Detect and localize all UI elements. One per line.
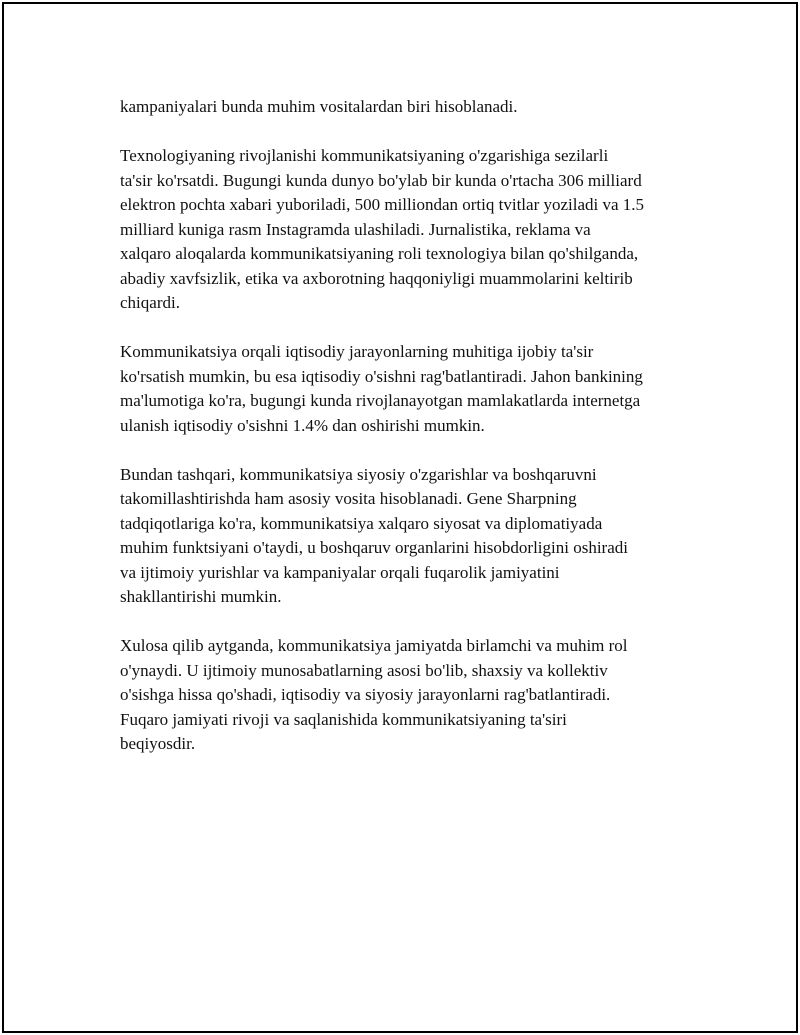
text-line: shakllantirishi mumkin. xyxy=(120,587,282,606)
text-line: elektron pochta xabari yuboriladi, 500 milliondan ortiq tvitlar yoziladi va 1.5 xyxy=(120,195,645,214)
text-line: va ijtimoiy yurishlar va kampaniyalar orqali fuqarolik jamiyatini xyxy=(120,562,560,582)
paragraph-1 xyxy=(120,95,720,120)
text-line: tadqiqotlariga ko'ra, kommunikatsiya xalqaro siyosat va diplomatiyada xyxy=(120,513,603,533)
paragraph-3 xyxy=(120,340,720,438)
text-line: o'sishga hissa qo'shadi, iqtisodiy va siyosiy jarayonlarni rag'batlantiradi. xyxy=(120,685,611,704)
text-line: ko'rsatish mumkin, bu esa iqtisodiy o'sishni rag'batlantiradi. Jahon bankining xyxy=(120,366,643,386)
paragraph-5 xyxy=(120,634,720,757)
document-body xyxy=(120,95,720,781)
text-line: ma'lumotiga ko'ra, bugungi kunda rivojlanayotgan mamlakatlarda internetga xyxy=(120,391,641,410)
paragraph-2 xyxy=(120,144,720,316)
text-line: Xulosa qilib aytganda, kommunikatsiya jamiyatda birlamchi va muhim rol xyxy=(120,636,628,655)
text-line: beqiyosdir. xyxy=(120,734,196,753)
text-line: kampaniyalari bunda muhim vositalardan biri hisoblanadi. xyxy=(120,97,518,116)
document-page xyxy=(2,2,798,1033)
text-line: Fuqaro jamiyati rivoji va saqlanishida kommunikatsiyaning ta'siri xyxy=(120,709,567,729)
text-line: Bundan tashqari, kommunikatsiya siyosiy o'zgarishlar va boshqaruvni xyxy=(120,464,597,484)
text-line: abadiy xavfsizlik, etika va axborotning haqqoniyligi muammolarini keltirib xyxy=(120,268,633,288)
text-line: ta'sir ko'rsatdi. Bugungi kunda dunyo bo'ylab bir kunda o'rtacha 306 milliard xyxy=(120,170,642,190)
paragraph-4 xyxy=(120,463,720,610)
text-line: takomillashtirishda ham asosiy vosita hisoblanadi. Gene Sharpning xyxy=(120,489,577,508)
text-line: milliard kuniga rasm Instagramda ulashiladi. Jurnalistika, reklama va xyxy=(120,219,591,239)
text-line: ulanish iqtisodiy o'sishni 1.4% dan oshirishi mumkin. xyxy=(120,415,485,435)
text-line: xalqaro aloqalarda kommunikatsiyaning roli texnologiya bilan qo'shilganda, xyxy=(120,244,639,263)
text-line: Kommunikatsiya orqali iqtisodiy jarayonlarning muhitiga ijobiy ta'sir xyxy=(120,342,594,361)
text-line: o'ynaydi. U ijtimoiy munosabatlarning asosi bo'lib, shaxsiy va kollektiv xyxy=(120,660,608,680)
text-line: Texnologiyaning rivojlanishi kommunikatsiyaning o'zgarishiga sezilarli xyxy=(120,146,609,165)
text-line: muhim funktsiyani o'taydi, u boshqaruv organlarini hisobdorligini oshiradi xyxy=(120,538,628,557)
text-line: chiqardi. xyxy=(120,293,180,312)
